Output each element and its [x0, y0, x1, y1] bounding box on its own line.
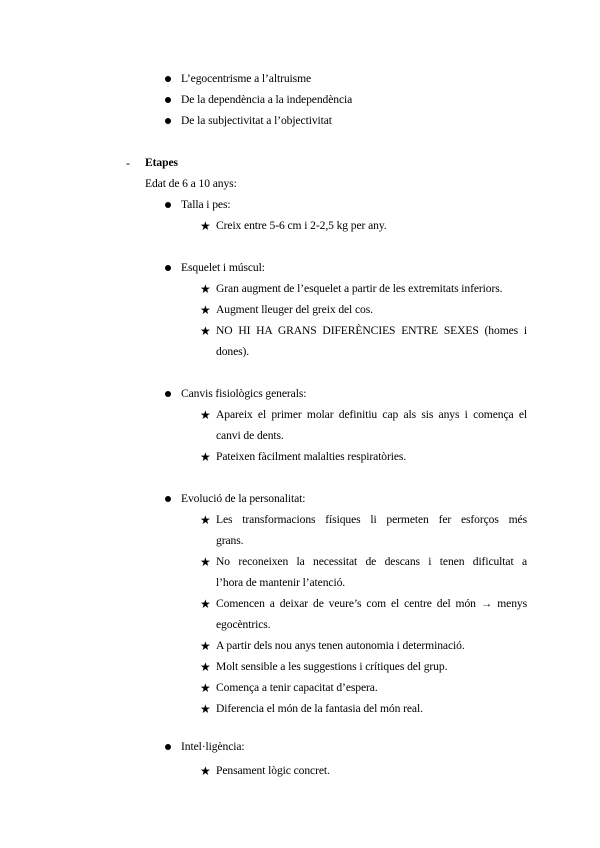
list-item-continuation: dones).	[216, 345, 250, 358]
intro-bullet-text: L’egocentrisme a l’altruisme	[181, 72, 312, 85]
star-icon: ★	[200, 702, 211, 716]
intro-bullet-text: De la dependència a la independència	[181, 93, 353, 106]
list-item: Molt sensible a les suggestions i crítiques del grup.	[216, 660, 448, 673]
bullet-icon	[165, 496, 171, 502]
list-item: Comencen a deixar de veure’s com el centre del món → menys	[216, 597, 527, 610]
age-range-label: Edat de 6 a 10 anys:	[145, 177, 237, 190]
list-item: NO HI HA GRANS DIFERÈNCIES ENTRE SEXES (homes i	[216, 324, 527, 337]
star-icon: ★	[200, 639, 211, 653]
bullet-icon	[165, 118, 171, 124]
star-icon: ★	[200, 450, 211, 464]
star-icon: ★	[200, 303, 211, 317]
list-item: Gran augment de l’esquelet a partir de les extremitats inferiors.	[216, 282, 503, 295]
list-item-continuation: canvi de dents.	[216, 429, 284, 442]
list-item: Apareix el primer molar definitiu cap als sis anys i comença el	[216, 408, 527, 421]
list-item: Creix entre 5-6 cm i 2-2,5 kg per any.	[216, 219, 387, 232]
star-icon: ★	[200, 282, 211, 296]
list-item: Augment lleuger del greix del cos.	[216, 303, 373, 316]
star-icon: ★	[200, 660, 211, 674]
star-icon: ★	[200, 555, 211, 569]
section-title: Etapes	[145, 156, 178, 169]
intro-bullet-text: De la subjectivitat a l’objectivitat	[181, 114, 332, 127]
star-icon: ★	[200, 597, 211, 611]
list-item: Pateixen fàcilment malalties respiratòries.	[216, 450, 407, 463]
list-item: Les transformacions físiques li permeten fer esforços més	[216, 513, 527, 526]
group-heading: Intel·ligència:	[181, 740, 245, 753]
bullet-icon	[165, 744, 171, 750]
star-icon: ★	[200, 408, 211, 422]
bullet-icon	[165, 97, 171, 103]
list-item: No reconeixen la necessitat de descans i tenen dificultat a	[216, 555, 527, 568]
list-item: Diferencia el món de la fantasia del món real.	[216, 702, 423, 715]
list-item: Pensament lògic concret.	[216, 764, 330, 777]
bullet-icon	[165, 202, 171, 208]
list-item-continuation: grans.	[216, 534, 244, 547]
list-item-continuation: egocèntrics.	[216, 618, 271, 631]
group-heading: Esquelet i múscul:	[181, 261, 265, 274]
section-dash: -	[126, 156, 130, 170]
group-heading: Evolució de la personalitat:	[181, 492, 306, 505]
star-icon: ★	[200, 681, 211, 695]
bullet-icon	[165, 265, 171, 271]
star-icon: ★	[200, 219, 211, 233]
star-icon: ★	[200, 513, 211, 527]
list-item-continuation: l’hora de mantenir l’atenció.	[216, 576, 346, 589]
star-icon: ★	[200, 324, 211, 338]
group-heading: Talla i pes:	[181, 198, 231, 211]
list-item: A partir dels nou anys tenen autonomia i determinació.	[216, 639, 465, 652]
list-item: Comença a tenir capacitat d’espera.	[216, 681, 378, 694]
bullet-icon	[165, 76, 171, 82]
group-heading: Canvis fisiològics generals:	[181, 387, 307, 400]
star-icon: ★	[200, 764, 211, 778]
bullet-icon	[165, 391, 171, 397]
